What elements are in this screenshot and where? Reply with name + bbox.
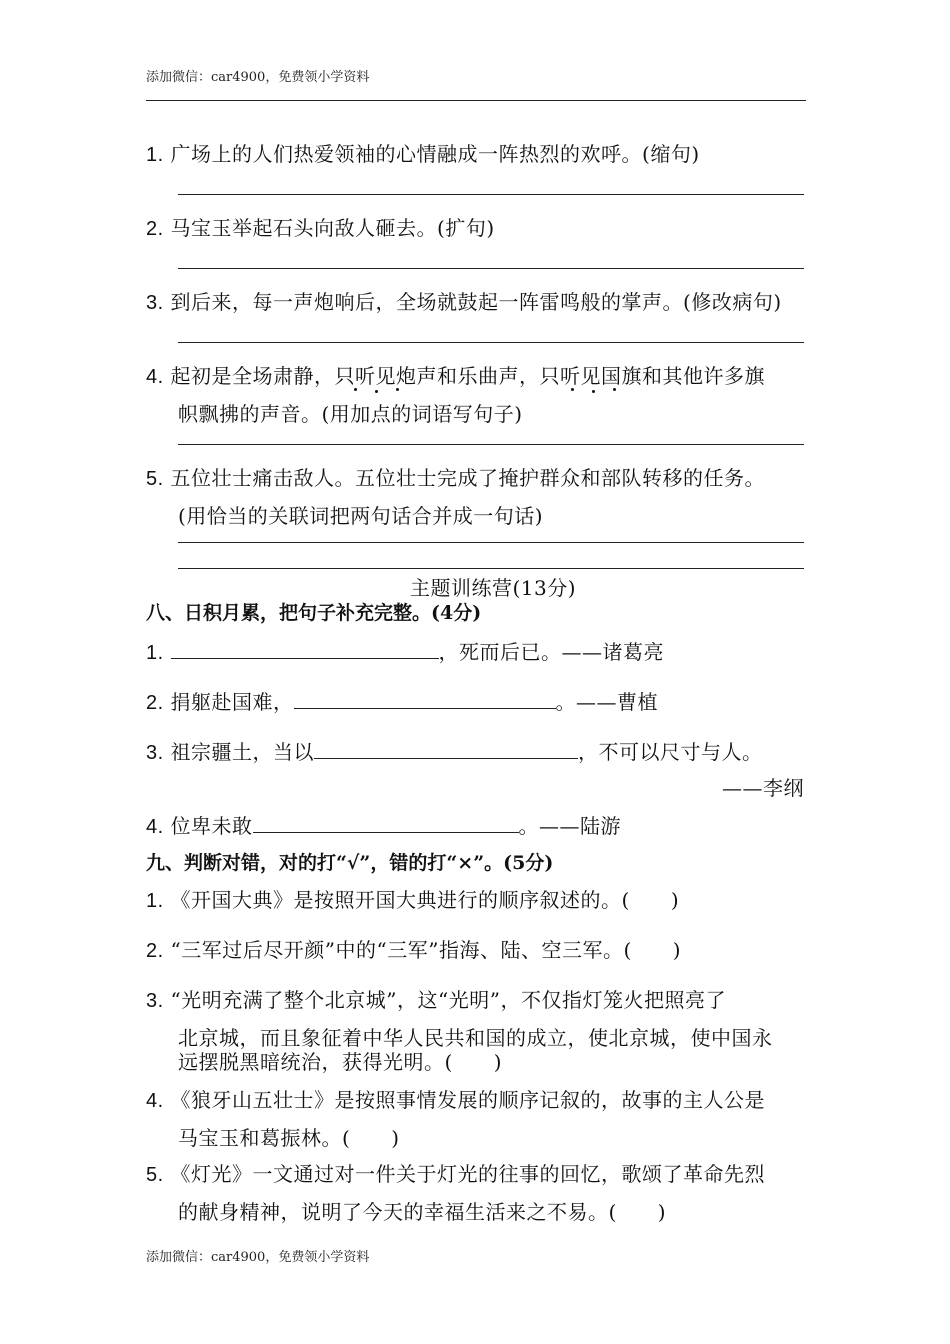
s9-q3-line3: 远摆脱黑暗统治，获得光明。( ) bbox=[178, 1050, 503, 1074]
s8-q1 bbox=[146, 636, 664, 665]
emphasis-dot bbox=[375, 390, 378, 393]
q-text-after: ，死而后已。——诸葛亮 bbox=[438, 640, 665, 664]
section8-title: 八、日积月累，把句子补充完整。(4分) bbox=[146, 602, 482, 624]
emphasis-dot bbox=[613, 388, 616, 391]
emphasis-dot bbox=[396, 388, 399, 391]
fill-blank[interactable] bbox=[294, 690, 556, 709]
s9-q3-line2: 北京城，而且象征着中华人民共和国的成立，使北京城，使中国永 bbox=[178, 1026, 773, 1050]
rewrite-q1 bbox=[146, 138, 700, 167]
s9-q3-line1 bbox=[146, 984, 726, 1013]
fill-blank[interactable] bbox=[253, 814, 519, 833]
page-header: 添加微信：car4900，免费领小学资料 bbox=[146, 70, 370, 85]
rewrite-q4-line1 bbox=[146, 360, 765, 389]
q-number: 4. bbox=[146, 1090, 164, 1112]
answer-line-2[interactable] bbox=[178, 268, 804, 269]
q-number: 4. bbox=[146, 816, 164, 838]
q-text: 《灯光》一文通过对一件关于灯光的往事的回忆，歌颂了革命先烈 bbox=[170, 1162, 766, 1186]
q-text-after: 。——陆游 bbox=[518, 814, 622, 838]
rewrite-q4-line2: 帜飘拂的声音。(用加点的词语写句子) bbox=[178, 402, 523, 426]
q-text: “光明充满了整个北京城”，这“光明”，不仅指灯笼火把照亮了 bbox=[170, 988, 726, 1012]
q-text-after: ，不可以尺寸与人。 bbox=[578, 740, 763, 764]
q-text: 起初是全场肃静，只听见炮声和乐曲声，只听见国旗和其他许多旗 bbox=[170, 364, 766, 388]
q-number: 1. bbox=[146, 890, 164, 912]
answer-line-5b[interactable] bbox=[178, 568, 804, 569]
answer-line-1[interactable] bbox=[178, 194, 804, 195]
q-number: 2. bbox=[146, 218, 164, 240]
fill-blank[interactable] bbox=[314, 740, 578, 759]
s9-q5-line2: 的献身精神，说明了今天的幸福生活来之不易。( ) bbox=[178, 1200, 667, 1224]
q-number: 4. bbox=[146, 366, 164, 388]
rewrite-q3 bbox=[146, 286, 782, 315]
s9-q1 bbox=[146, 884, 679, 913]
s9-q4-line2: 马宝玉和葛振林。( ) bbox=[178, 1126, 400, 1150]
q-text: 《狼牙山五壮士》是按照事情发展的顺序记叙的，故事的主人公是 bbox=[170, 1088, 766, 1112]
q-text: 马宝玉举起石头向敌人砸去。(扩句) bbox=[170, 216, 495, 240]
q-number: 3. bbox=[146, 292, 164, 314]
q-text: 广场上的人们热爱领袖的心情融成一阵热烈的欢呼。(缩句) bbox=[170, 142, 700, 166]
q-text: 五位壮士痛击敌人。五位壮士完成了掩护群众和部队转移的任务。 bbox=[170, 466, 766, 490]
q-text-before: 捐躯赴国难， bbox=[170, 690, 294, 714]
rewrite-q5-line1 bbox=[146, 462, 765, 491]
s8-q3 bbox=[146, 736, 763, 765]
s8-q2 bbox=[146, 686, 658, 715]
s8-q4 bbox=[146, 810, 621, 839]
q-text-before: 祖宗疆土，当以 bbox=[170, 740, 315, 764]
q-number: 3. bbox=[146, 742, 164, 764]
rewrite-q2 bbox=[146, 212, 495, 241]
q-number: 5. bbox=[146, 1164, 164, 1186]
theme-title: 主题训练营(13分) bbox=[410, 576, 577, 600]
q-number: 1. bbox=[146, 144, 164, 166]
s9-q2 bbox=[146, 934, 681, 963]
emphasis-dot bbox=[354, 388, 357, 391]
s9-q5-line1 bbox=[146, 1158, 765, 1187]
q-number: 2. bbox=[146, 940, 164, 962]
q-number: 3. bbox=[146, 990, 164, 1012]
q-number: 2. bbox=[146, 692, 164, 714]
page-footer: 添加微信：car4900，免费领小学资料 bbox=[146, 1250, 370, 1265]
q-number: 5. bbox=[146, 468, 164, 490]
answer-line-3[interactable] bbox=[178, 342, 804, 343]
header-rule bbox=[146, 100, 806, 101]
section9-title: 九、判断对错，对的打“√”，错的打“×”。(5分) bbox=[146, 852, 554, 874]
answer-line-5a[interactable] bbox=[178, 542, 804, 543]
s8-q3-source: ——李纲 bbox=[722, 776, 804, 800]
q-text: 到后来，每一声炮响后，全场就鼓起一阵雷鸣般的掌声。(修改病句) bbox=[170, 290, 782, 314]
fill-blank[interactable] bbox=[171, 640, 439, 659]
q-text-after: 。——曹植 bbox=[555, 690, 659, 714]
q-text: “三军过后尽开颜”中的“三军”指海、陆、空三军。( ) bbox=[170, 938, 682, 962]
q-text-before: 位卑未敢 bbox=[170, 814, 253, 838]
rewrite-q5-line2: (用恰当的关联词把两句话合并成一句话) bbox=[178, 504, 544, 528]
answer-line-4[interactable] bbox=[178, 444, 804, 445]
emphasis-dot bbox=[592, 390, 595, 393]
q-number: 1. bbox=[146, 642, 164, 664]
emphasis-dot bbox=[571, 388, 574, 391]
q-text: 《开国大典》是按照开国大典进行的顺序叙述的。( ) bbox=[170, 888, 680, 912]
s9-q4-line1 bbox=[146, 1084, 765, 1113]
